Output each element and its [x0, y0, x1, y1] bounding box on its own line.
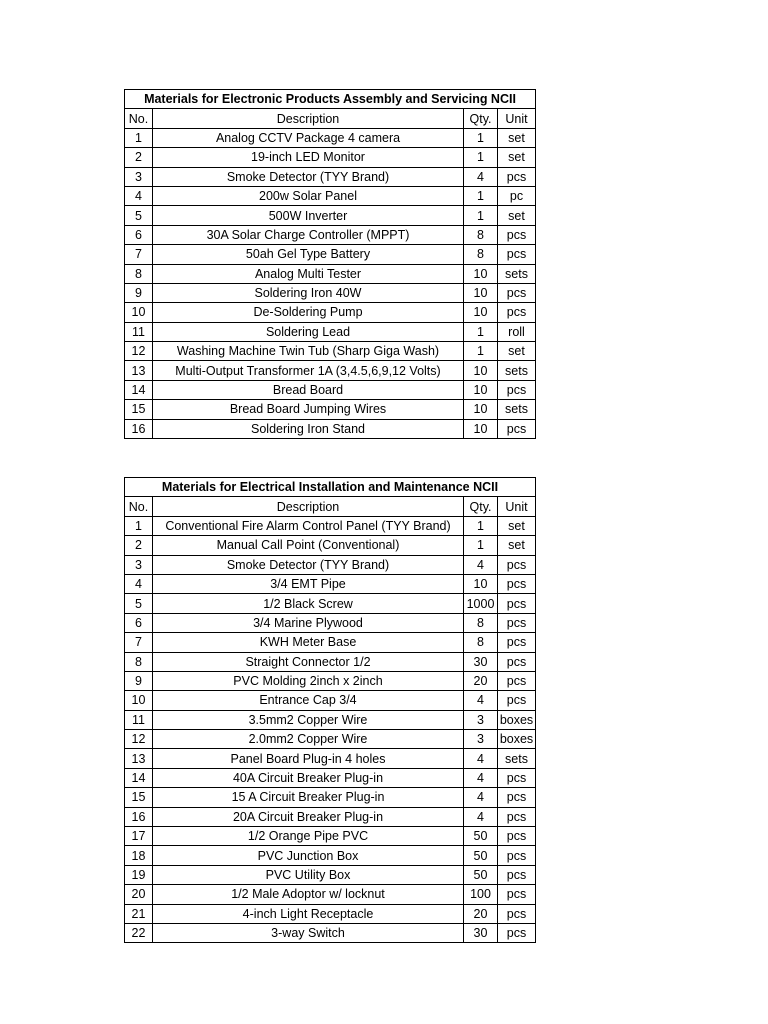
cell-description: Analog Multi Tester — [153, 264, 464, 283]
table-row — [125, 923, 536, 942]
cell-no: 14 — [125, 768, 153, 787]
cell-qty: 100 — [464, 885, 498, 904]
cell-qty: 30 — [464, 923, 498, 942]
cell-no: 7 — [125, 245, 153, 264]
cell-qty: 1 — [464, 516, 498, 535]
cell-unit: pcs — [498, 827, 536, 846]
cell-qty: 1 — [464, 322, 498, 341]
cell-description: Soldering Lead — [153, 322, 464, 341]
cell-no: 9 — [125, 671, 153, 690]
cell-qty: 3 — [464, 730, 498, 749]
cell-description: Smoke Detector (TYY Brand) — [153, 167, 464, 186]
cell-unit: pcs — [498, 419, 536, 438]
cell-description: Panel Board Plug-in 4 holes — [153, 749, 464, 768]
cell-unit: pcs — [498, 594, 536, 613]
cell-description: 1/2 Black Screw — [153, 594, 464, 613]
table-title-row — [125, 478, 536, 497]
cell-qty: 8 — [464, 613, 498, 632]
cell-no: 1 — [125, 128, 153, 147]
table-row — [125, 342, 536, 361]
cell-unit: pcs — [498, 807, 536, 826]
column-header-qty: Qty. — [464, 497, 498, 516]
table-row — [125, 128, 536, 147]
table-row — [125, 555, 536, 574]
cell-unit: pcs — [498, 613, 536, 632]
cell-unit: pcs — [498, 885, 536, 904]
table-row — [125, 827, 536, 846]
table-row — [125, 264, 536, 283]
cell-unit: sets — [498, 749, 536, 768]
cell-no: 12 — [125, 342, 153, 361]
cell-description: De-Soldering Pump — [153, 303, 464, 322]
cell-unit: pcs — [498, 788, 536, 807]
materials-table-electronics — [124, 89, 536, 439]
cell-no: 10 — [125, 691, 153, 710]
cell-no: 15 — [125, 788, 153, 807]
cell-description: Multi-Output Transformer 1A (3,4.5,6,9,12 Volts) — [153, 361, 464, 380]
cell-no: 5 — [125, 206, 153, 225]
cell-unit: pc — [498, 186, 536, 205]
table-header-row — [125, 497, 536, 516]
table-row — [125, 613, 536, 632]
table-row — [125, 633, 536, 652]
cell-description: 20A Circuit Breaker Plug-in — [153, 807, 464, 826]
table-row — [125, 400, 536, 419]
table-body — [125, 516, 536, 943]
cell-unit: pcs — [498, 652, 536, 671]
cell-unit: pcs — [498, 245, 536, 264]
cell-qty: 4 — [464, 807, 498, 826]
cell-description: Smoke Detector (TYY Brand) — [153, 555, 464, 574]
cell-no: 2 — [125, 148, 153, 167]
cell-no: 14 — [125, 380, 153, 399]
cell-unit: pcs — [498, 904, 536, 923]
table-row — [125, 594, 536, 613]
cell-qty: 1 — [464, 128, 498, 147]
table-row — [125, 768, 536, 787]
cell-no: 10 — [125, 303, 153, 322]
cell-no: 18 — [125, 846, 153, 865]
cell-qty: 1 — [464, 536, 498, 555]
cell-description: Straight Connector 1/2 — [153, 652, 464, 671]
cell-description: 15 A Circuit Breaker Plug-in — [153, 788, 464, 807]
cell-description: PVC Utility Box — [153, 865, 464, 884]
table-row — [125, 865, 536, 884]
table-row — [125, 245, 536, 264]
cell-no: 20 — [125, 885, 153, 904]
materials-table-electrical — [124, 477, 536, 943]
cell-description: 40A Circuit Breaker Plug-in — [153, 768, 464, 787]
cell-description: Conventional Fire Alarm Control Panel (TYY Brand) — [153, 516, 464, 535]
cell-unit: sets — [498, 400, 536, 419]
cell-unit: pcs — [498, 574, 536, 593]
cell-unit: pcs — [498, 380, 536, 399]
cell-qty: 4 — [464, 788, 498, 807]
cell-unit: pcs — [498, 768, 536, 787]
cell-description: Washing Machine Twin Tub (Sharp Giga Wash) — [153, 342, 464, 361]
table-title: Materials for Electrical Installation and Maintenance NCII — [125, 478, 536, 497]
cell-qty: 20 — [464, 904, 498, 923]
table-row — [125, 574, 536, 593]
cell-qty: 10 — [464, 400, 498, 419]
cell-no: 5 — [125, 594, 153, 613]
cell-qty: 4 — [464, 167, 498, 186]
cell-unit: pcs — [498, 671, 536, 690]
column-header-description: Description — [153, 109, 464, 128]
cell-unit: pcs — [498, 167, 536, 186]
cell-no: 7 — [125, 633, 153, 652]
cell-qty: 10 — [464, 380, 498, 399]
cell-qty: 10 — [464, 419, 498, 438]
cell-description: Manual Call Point (Conventional) — [153, 536, 464, 555]
table-row — [125, 361, 536, 380]
table-row — [125, 206, 536, 225]
cell-unit: sets — [498, 264, 536, 283]
cell-no: 17 — [125, 827, 153, 846]
table-row — [125, 904, 536, 923]
table-row — [125, 283, 536, 302]
cell-no: 22 — [125, 923, 153, 942]
column-header-no: No. — [125, 497, 153, 516]
table-row — [125, 846, 536, 865]
cell-qty: 4 — [464, 749, 498, 768]
cell-description: 3/4 Marine Plywood — [153, 613, 464, 632]
table-row — [125, 516, 536, 535]
table-row — [125, 225, 536, 244]
cell-description: Bread Board — [153, 380, 464, 399]
cell-no: 8 — [125, 652, 153, 671]
table-row — [125, 380, 536, 399]
cell-unit: set — [498, 148, 536, 167]
column-header-unit: Unit — [498, 497, 536, 516]
cell-unit: pcs — [498, 303, 536, 322]
column-header-qty: Qty. — [464, 109, 498, 128]
cell-unit: boxes — [498, 710, 536, 729]
table-body — [125, 128, 536, 438]
cell-no: 9 — [125, 283, 153, 302]
cell-unit: set — [498, 206, 536, 225]
cell-qty: 30 — [464, 652, 498, 671]
cell-qty: 4 — [464, 555, 498, 574]
cell-no: 4 — [125, 574, 153, 593]
cell-description: 3-way Switch — [153, 923, 464, 942]
cell-no: 1 — [125, 516, 153, 535]
cell-qty: 1 — [464, 206, 498, 225]
cell-no: 19 — [125, 865, 153, 884]
cell-unit: pcs — [498, 865, 536, 884]
cell-qty: 10 — [464, 303, 498, 322]
cell-unit: roll — [498, 322, 536, 341]
cell-description: 30A Solar Charge Controller (MPPT) — [153, 225, 464, 244]
cell-qty: 8 — [464, 633, 498, 652]
table-row — [125, 788, 536, 807]
table-row — [125, 749, 536, 768]
cell-no: 6 — [125, 613, 153, 632]
cell-no: 6 — [125, 225, 153, 244]
cell-no: 12 — [125, 730, 153, 749]
cell-qty: 50 — [464, 827, 498, 846]
cell-qty: 4 — [464, 691, 498, 710]
cell-unit: pcs — [498, 283, 536, 302]
cell-no: 16 — [125, 419, 153, 438]
table-header-row — [125, 109, 536, 128]
table-row — [125, 419, 536, 438]
cell-unit: set — [498, 516, 536, 535]
cell-description: 4-inch Light Receptacle — [153, 904, 464, 923]
table-row — [125, 536, 536, 555]
table-row — [125, 671, 536, 690]
cell-qty: 3 — [464, 710, 498, 729]
cell-description: 200w Solar Panel — [153, 186, 464, 205]
cell-no: 11 — [125, 710, 153, 729]
cell-unit: pcs — [498, 633, 536, 652]
cell-description: Soldering Iron Stand — [153, 419, 464, 438]
cell-no: 16 — [125, 807, 153, 826]
column-header-unit: Unit — [498, 109, 536, 128]
cell-description: PVC Molding 2inch x 2inch — [153, 671, 464, 690]
table-row — [125, 303, 536, 322]
cell-description: 1/2 Male Adoptor w/ locknut — [153, 885, 464, 904]
cell-unit: boxes — [498, 730, 536, 749]
cell-unit: set — [498, 128, 536, 147]
cell-qty: 10 — [464, 283, 498, 302]
column-header-no: No. — [125, 109, 153, 128]
cell-description: 19-inch LED Monitor — [153, 148, 464, 167]
cell-no: 3 — [125, 167, 153, 186]
cell-description: 2.0mm2 Copper Wire — [153, 730, 464, 749]
cell-unit: pcs — [498, 225, 536, 244]
cell-no: 13 — [125, 749, 153, 768]
cell-unit: set — [498, 536, 536, 555]
cell-no: 3 — [125, 555, 153, 574]
column-header-description: Description — [153, 497, 464, 516]
cell-no: 21 — [125, 904, 153, 923]
cell-qty: 1 — [464, 148, 498, 167]
cell-description: 3.5mm2 Copper Wire — [153, 710, 464, 729]
cell-qty: 10 — [464, 574, 498, 593]
cell-description: 3/4 EMT Pipe — [153, 574, 464, 593]
table-row — [125, 885, 536, 904]
table-row — [125, 730, 536, 749]
cell-qty: 10 — [464, 361, 498, 380]
cell-unit: pcs — [498, 923, 536, 942]
cell-qty: 4 — [464, 768, 498, 787]
cell-no: 2 — [125, 536, 153, 555]
cell-no: 11 — [125, 322, 153, 341]
table-title-row — [125, 90, 536, 109]
table-row — [125, 652, 536, 671]
cell-description: Entrance Cap 3/4 — [153, 691, 464, 710]
table-row — [125, 691, 536, 710]
table-row — [125, 186, 536, 205]
table-row — [125, 322, 536, 341]
cell-qty: 10 — [464, 264, 498, 283]
cell-no: 13 — [125, 361, 153, 380]
table-title: Materials for Electronic Products Assembly and Servicing NCII — [125, 90, 536, 109]
cell-no: 4 — [125, 186, 153, 205]
table-row — [125, 148, 536, 167]
cell-description: Analog CCTV Package 4 camera — [153, 128, 464, 147]
cell-no: 8 — [125, 264, 153, 283]
cell-qty: 8 — [464, 225, 498, 244]
cell-description: Bread Board Jumping Wires — [153, 400, 464, 419]
cell-qty: 1 — [464, 186, 498, 205]
cell-description: Soldering Iron 40W — [153, 283, 464, 302]
cell-description: 500W Inverter — [153, 206, 464, 225]
table-row — [125, 710, 536, 729]
cell-qty: 50 — [464, 846, 498, 865]
cell-description: 50ah Gel Type Battery — [153, 245, 464, 264]
cell-qty: 50 — [464, 865, 498, 884]
cell-qty: 1000 — [464, 594, 498, 613]
cell-description: KWH Meter Base — [153, 633, 464, 652]
cell-unit: pcs — [498, 555, 536, 574]
cell-qty: 8 — [464, 245, 498, 264]
cell-description: PVC Junction Box — [153, 846, 464, 865]
cell-no: 15 — [125, 400, 153, 419]
cell-unit: sets — [498, 361, 536, 380]
cell-unit: pcs — [498, 846, 536, 865]
cell-unit: set — [498, 342, 536, 361]
cell-description: 1/2 Orange Pipe PVC — [153, 827, 464, 846]
cell-qty: 20 — [464, 671, 498, 690]
cell-unit: pcs — [498, 691, 536, 710]
cell-qty: 1 — [464, 342, 498, 361]
table-row — [125, 807, 536, 826]
table-row — [125, 167, 536, 186]
